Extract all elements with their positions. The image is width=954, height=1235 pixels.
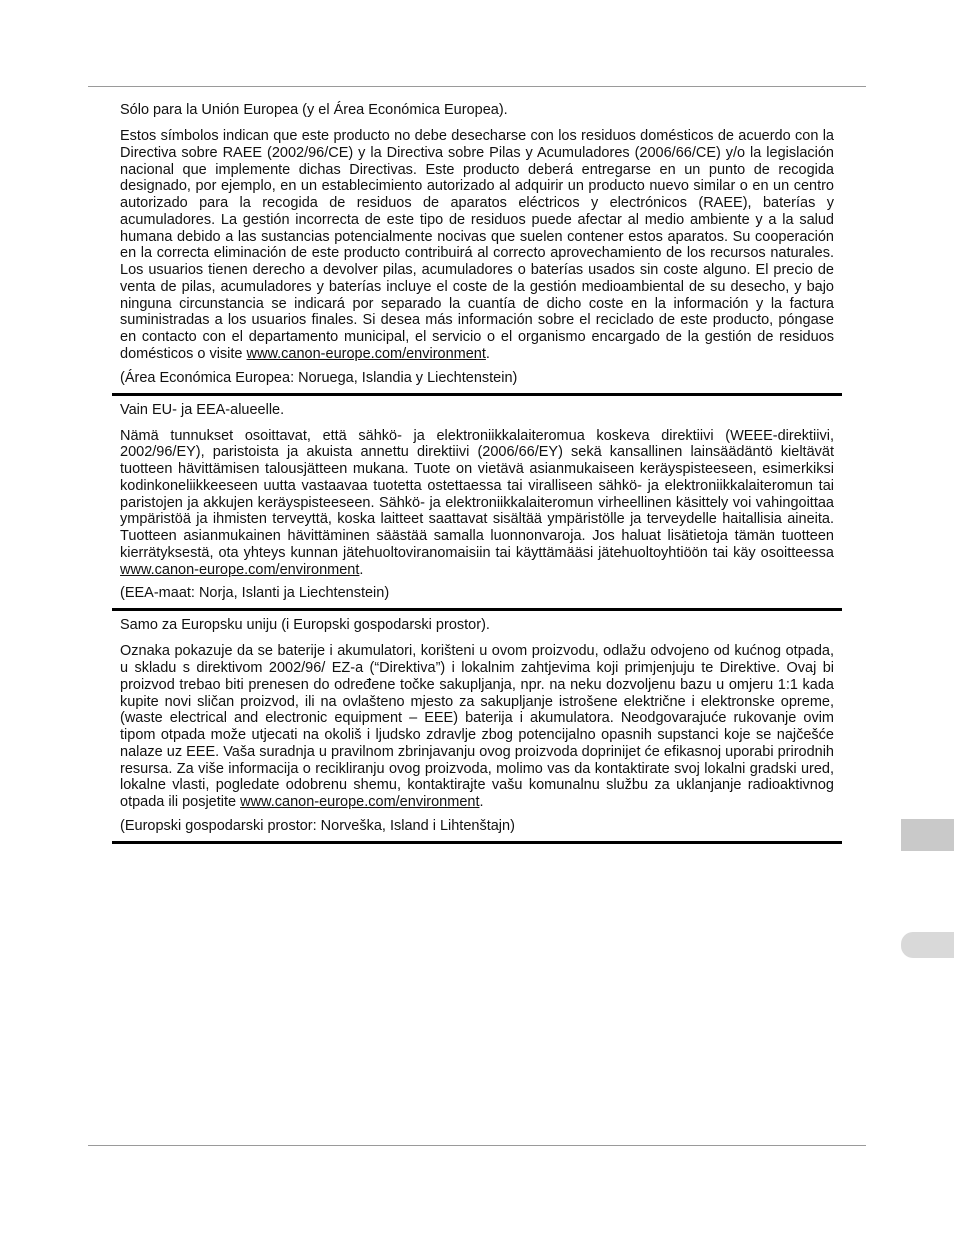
recycling-notice [112,96,842,846]
section-note: (Europski gospodarski prostor: Norveška, Island i Lihtenštajn) [120,817,515,834]
section-note: (Área Económica Europea: Noruega, Islandia y Liechtenstein) [120,369,518,386]
body-text: Estos símbolos indican que este producto no debe desecharse con los residuos domésticos de acuerdo con la Directiva sobre RAEE (2002/96/CE) y la Directiva sobre Pilas y Acumuladores (2006/66/CE) y/o la legislación nacional que implemente dichas Directivas. Este producto deberá entregarse en un punto de recogida designado, por ejemplo, en un establecimiento autorizado al adquirir un producto nuevo similar o en un centro autorizado para la recogida de residuos de aparatos eléctricos y electrónicos (RAEE), baterías y acumuladores. La gestión incorrecta de este tipo de residuos puede afectar al medio ambiente y a la salud humana debido a las sustancias potencialmente nocivas que suelen contener estos aparatos. Su cooperación en la correcta eliminación de este producto contribuirá al correcto aprovechamiento de los recursos naturales. Los usuarios tienen derecho a devolver pilas, acumuladores o baterías usados sin coste alguno. El precio de venta de pilas, acumuladores y baterías incluye el coste de la gestión medioambiental de su desecho, y bajo ninguna circunstancia se indicará por separado la cuantía de dicho coste en la información y la factura suministradas a los usuarios finales. Si desea más información sobre el reciclado de este producto, póngase en contacto con el departamento municipal, el servicio o el organismo encargado de la gestión de residuos domésticos o visite [120,128,834,362]
section-croatian [112,617,842,835]
section-heading: Samo za Europsku uniju (i Europski gospodarski prostor). [120,617,490,634]
section-body [120,128,834,363]
section-body [120,428,834,579]
section-body [120,643,834,811]
section-note: (EEA-maat: Norja, Islanti ja Liechtenstein) [120,585,390,602]
footer-rule [88,1145,866,1146]
section-heading: Sólo para la Unión Europea (y el Área Económica Europea). [120,102,508,118]
section-divider [112,841,842,844]
side-tab-active[interactable] [901,819,954,851]
header-rule [88,86,866,87]
environment-link[interactable]: www.canon-europe.com/environment [240,794,480,810]
section-divider [112,393,842,396]
body-text: Nämä tunnukset osoittavat, että sähkö- ja elektroniikkalaiteromua koskeva direktiivi (WEEE-direktiivi, 2002/96/EY), paristoista ja akuista annettu direktiivi (2006/66/EY) sekä kansallinen lainsäädäntö kieltävät tuotteen hävittämisen talousjätteen mukana. Tuote on vietävä asianmukaiseen keräyspisteeseen, esimerkiksi kodinkoneliikkeeseen uutta vastaavaa tuotetta ostettaessa tai viralliseen sähkö- ja elektroniikkalaiteromun tai paristojen ja akkujen keräyspisteeseen. Sähkö- ja elektroniikkalaiteromun virheellinen käsittely voi vahingoittaa ympäristöä ja ihmisten terveyttä, koska laitteet saattavat sisältää ympäristölle ja terveydelle haitallisia aineita. Tuotteen asianmukainen hävittäminen säästää samalla luonnonvaroja. Jos haluat lisätietoja tämän tuotteen kierrätyksestä, ota yhteys kunnan jätehuoltoviranomaisiin tai käyttämääsi jätehuoltoyhtiöön tai käy osoitteessa [120,427,834,561]
section-heading: Vain EU- ja EEA-alueelle. [120,401,285,418]
section-divider [112,608,842,611]
link-suffix: . [479,794,484,810]
environment-link[interactable]: www.canon-europe.com/environment [120,561,360,578]
side-tab-inactive[interactable] [901,932,954,958]
body-text: Oznaka pokazuje da se baterije i akumulatori, korišteni u ovom proizvodu, odlažu odvojeno od kućnog otpada, u skladu s direktivom 2002/96/ EZ-a (“Direktiva”) i lokalnim zahtjevima koji primjenjuju te Direktive. Ovaj bi proizvod trebao biti prenesen do određene točke sakupljanja, npr. na neku dozvoljenu bazu u omjeru 1:1 kada kupite novi sličan proizvod, ili na ovlašteno mjesto za sakupljanje istrošene električne i elektronske opreme, (waste electrical and electronic equipment – EEE) baterija i akumulatora. Neodgovarajuće rukovanje ovim tipom otpada može utjecati na okoliš i ljudsko zdravlje zbog potencijalno opasnih supstanci koje se najčešće nalaze uz EEE. Vaša suradnja u pravilnom zbrinjavanju ovog proizvoda doprinijet će efikasnoj uporabi prirodnih resursa. Za više informacija o recikliranju ovog proizvoda, molimo vas da kontaktirate svoj lokalni gradski ured, lokalne vlasti, pogledate odobrenu shemu, kontaktirajte vašu komunalnu službu za uklanjanje radioaktivnog otpada ili posjetite [120,643,834,810]
link-suffix: . [485,345,490,362]
section-finnish [112,402,842,603]
link-suffix: . [359,561,364,578]
environment-link[interactable]: www.canon-europe.com/environment [246,345,486,362]
section-spanish [112,102,842,387]
